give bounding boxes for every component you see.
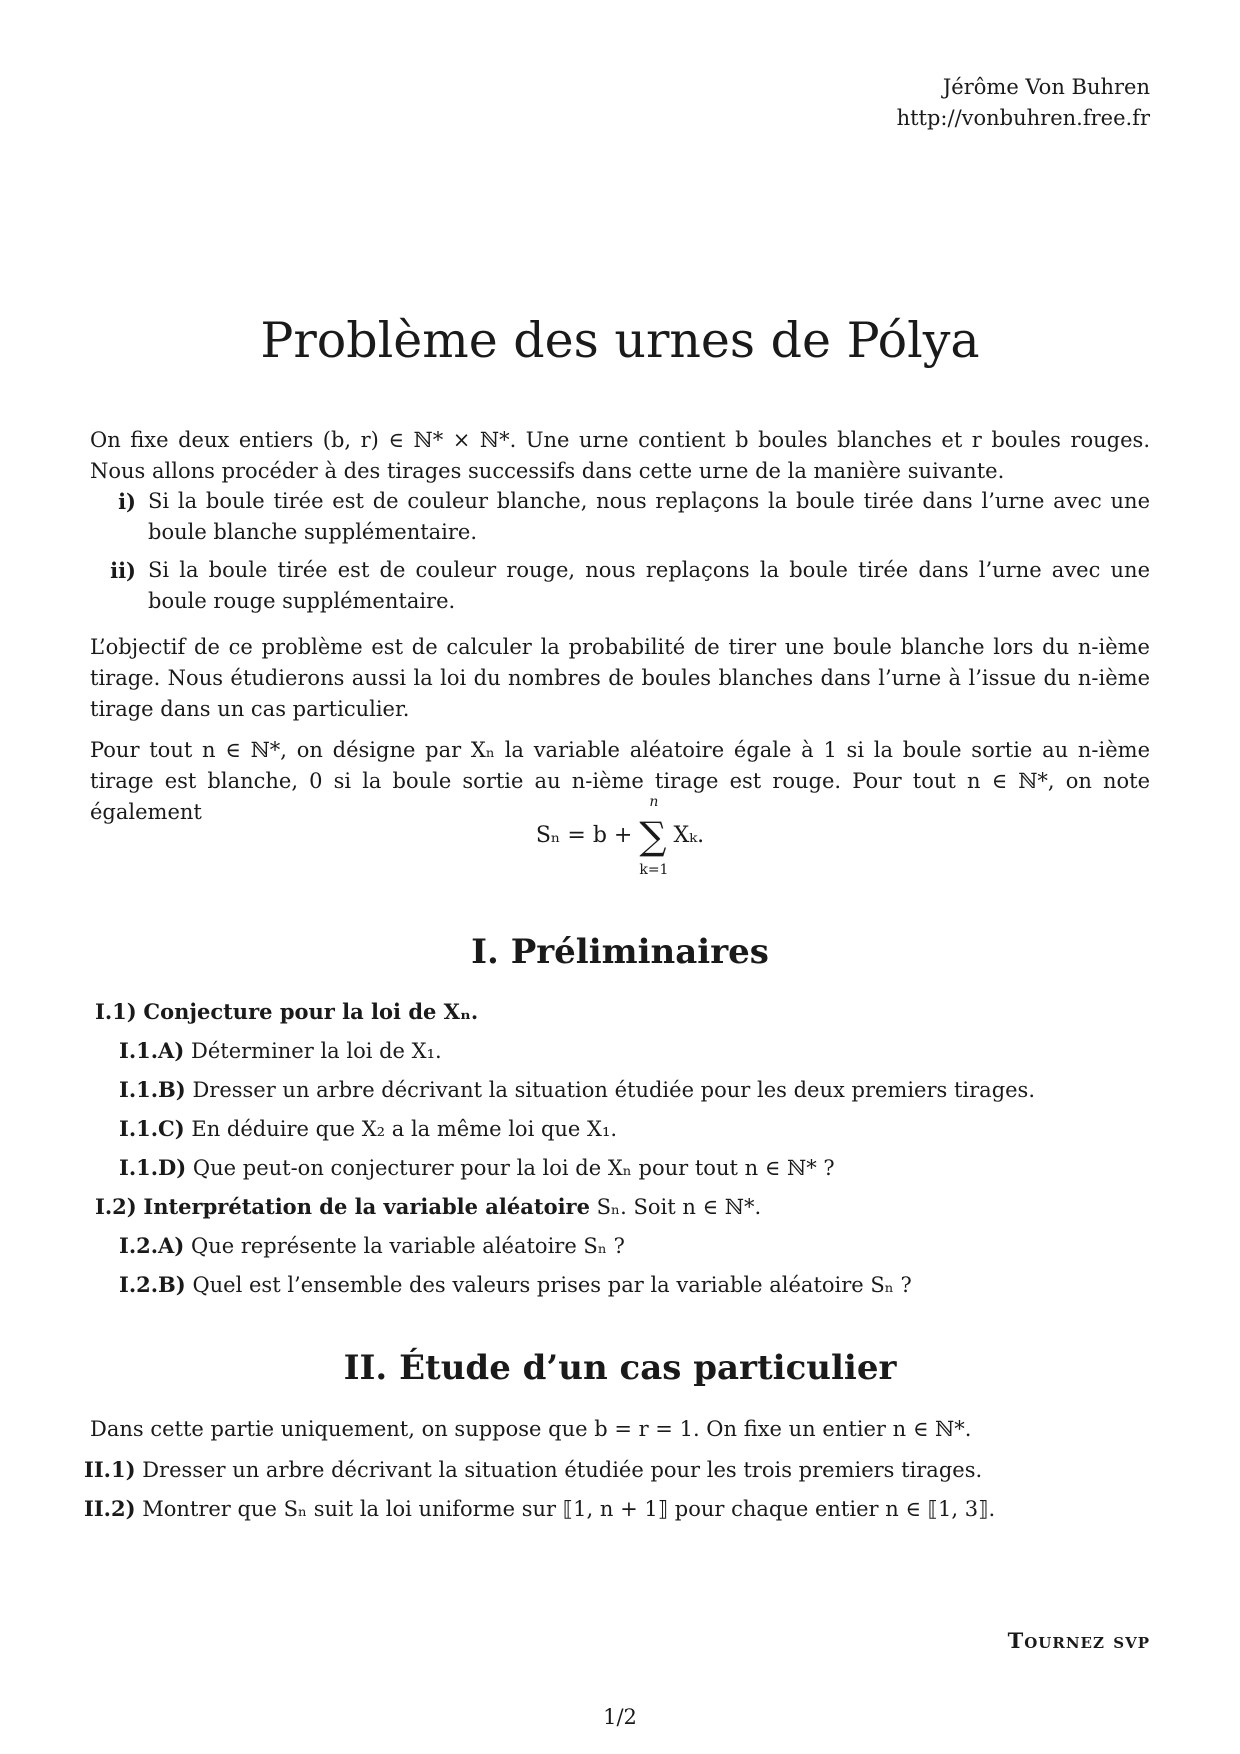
sigma-upper: n — [649, 794, 659, 810]
intro-paragraph-1: On fixe deux entiers (b, r) ∈ ℕ* × ℕ*. Une urne contient b boules blanches et r boules rouges. Nous allons procéder à des tirages successifs dans cette urne de la manière suivante. — [90, 428, 1150, 483]
question-i2: I.2) Interprétation de la variable aléatoire Sₙ. Soit n ∈ ℕ*. — [95, 1194, 762, 1219]
equation-rhs: Xₖ. — [666, 823, 705, 848]
question-i1: I.1) Conjecture pour la loi de Xₙ. — [95, 999, 479, 1024]
intro-paragraph-2: L’objectif de ce problème est de calculer la probabilité de tirer une boule blanche lors du n-ième tirage. Nous étudierons aussi la loi du nombres de boules blanches dans l’urne à l’issue du n-ième tirage dans un cas particulier. — [90, 635, 1150, 721]
question-i1c: I.1.C) En déduire que X₂ a la même loi que X₁. — [119, 1116, 618, 1141]
list-item-text: Si la boule tirée est de couleur rouge, nous replaçons la boule tirée dans l’urne avec une boule rouge supplémentaire. — [148, 558, 1150, 613]
page-header — [897, 72, 1150, 134]
page-number: 1/2 — [603, 1705, 637, 1729]
list-item-text: Si la boule tirée est de couleur blanche, nous replaçons la boule tirée dans l’urne avec une boule blanche supplémentaire. — [148, 489, 1150, 544]
intro-paragraph-3: Pour tout n ∈ ℕ*, on désigne par Xₙ la variable aléatoire égale à 1 si la boule sortie au n-ième tirage est blanche, 0 si la boule sortie au n-ième tirage est rouge. Pour tout n ∈ ℕ*, on note également — [90, 738, 1150, 824]
question-i2b: I.2.B) Quel est l’ensemble des valeurs prises par la variable aléatoire Sₙ ? — [119, 1272, 912, 1297]
question-i1d: I.1.D) Que peut-on conjecturer pour la loi de Xₙ pour tout n ∈ ℕ* ? — [119, 1155, 835, 1180]
question-ii2: II.2) Montrer que Sₙ suit la loi uniforme sur ⟦1, n + 1⟧ pour chaque entier n ∈ ⟦1, 3⟧. — [84, 1496, 996, 1521]
document-title: Problème des urnes de Pólya — [260, 312, 980, 369]
sum-equation — [0, 794, 1240, 878]
turn-page-note: Tournez svp — [1007, 1628, 1150, 1653]
equation-lhs: Sₙ = b + — [535, 823, 640, 848]
question-i1a: I.1.A) Déterminer la loi de X₁. — [119, 1038, 442, 1063]
section-title-etude: II. Étude d’un cas particulier — [343, 1348, 897, 1388]
list-item-label: i) — [118, 489, 136, 514]
sigma-lower: k=1 — [639, 862, 669, 878]
question-i2a: I.2.A) Que représente la variable aléatoire Sₙ ? — [119, 1233, 625, 1258]
list-item-label: ii) — [110, 558, 136, 583]
question-i1b: I.1.B) Dresser un arbre décrivant la situation étudiée pour les deux premiers tirages. — [119, 1077, 1036, 1102]
author-name: Jérôme Von Buhren — [942, 75, 1150, 99]
section-title-preliminaires: I. Préliminaires — [471, 932, 769, 972]
list-item — [90, 486, 1150, 548]
section2-intro: Dans cette partie uniquement, on suppose que b = r = 1. On fixe un entier n ∈ ℕ*. — [90, 1417, 972, 1441]
question-ii1: II.1) Dresser un arbre décrivant la situation étudiée pour les trois premiers tirages. — [84, 1457, 983, 1482]
list-item — [90, 555, 1150, 617]
sigma-symbol: ∑ n k=1 — [639, 794, 669, 878]
author-url[interactable]: http://vonbuhren.free.fr — [896, 106, 1150, 130]
